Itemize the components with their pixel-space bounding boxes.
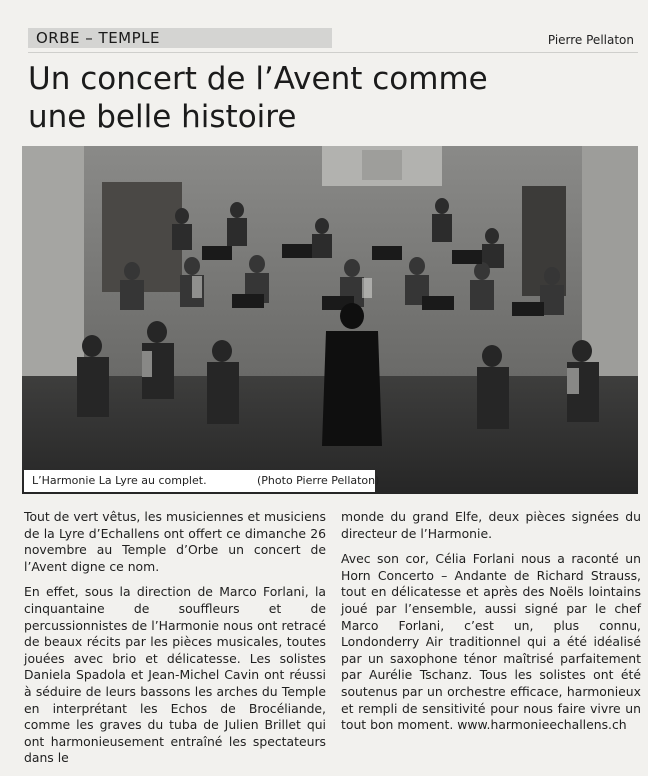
divider <box>28 52 638 53</box>
author-name: Pierre Pellaton <box>547 33 634 47</box>
headline-line-2: une belle histoire <box>28 99 297 135</box>
paragraph: En effet, sous la direction de Marco Forlani, la cinquantaine de souffleurs et de percussionnistes de l’Harmonie nous ont retracé de beaux récits par les pièces musicales, toutes jouées avec brio et délicatesse. Les solistes Daniela Spadola et Jean-Michel Cavin ont réussi à séduire de leurs bassons les arches du Temple en interprétant les Echos de Brocéliande, comme les graves du tuba de Julien Brillet qui ont harmonieusement entraîné les spectateurs dans le <box>24 584 326 766</box>
paragraph: Avec son cor, Célia Forlani nous a raconté un Horn Concerto – Andante de Richard Strauss, tout en délicatesse et après des Noëls lointains joué par l’ensemble, aussi signé par le chef Marco Forlani, c’est un, plus connu, Londonderry Air traditionnel qui a été idéalisé par un saxophone ténor maîtrisé parfaitement par Aurélie Tschanz. Tous les solistes ont été soutenus par un orchestre efficace, harmonieux et rempli de sensitivité pour nous faire vivre un tout bon moment. www.harmonieechallens.ch <box>341 551 641 733</box>
article-column-left <box>24 509 326 776</box>
paragraph: Tout de vert vêtus, les musiciennes et musiciens de la Lyre d’Echallens ont offert ce dimanche 26 novembre au Temple d’Orbe un concert de l’Avent digne ce nom. <box>24 509 326 574</box>
article-column-right <box>341 509 641 743</box>
headline-line-1: Un concert de l’Avent comme <box>28 61 488 97</box>
section-label: ORBE – TEMPLE <box>36 29 160 47</box>
orchestra-photo-illustration <box>22 146 638 494</box>
photo-credit: (Photo Pierre Pellaton) <box>257 474 380 487</box>
concert-photo <box>22 146 638 494</box>
photo-caption: L’Harmonie La Lyre au complet. <box>32 474 207 487</box>
paragraph: monde du grand Elfe, deux pièces signées du directeur de l’Harmonie. <box>341 509 641 541</box>
headline <box>28 60 628 136</box>
